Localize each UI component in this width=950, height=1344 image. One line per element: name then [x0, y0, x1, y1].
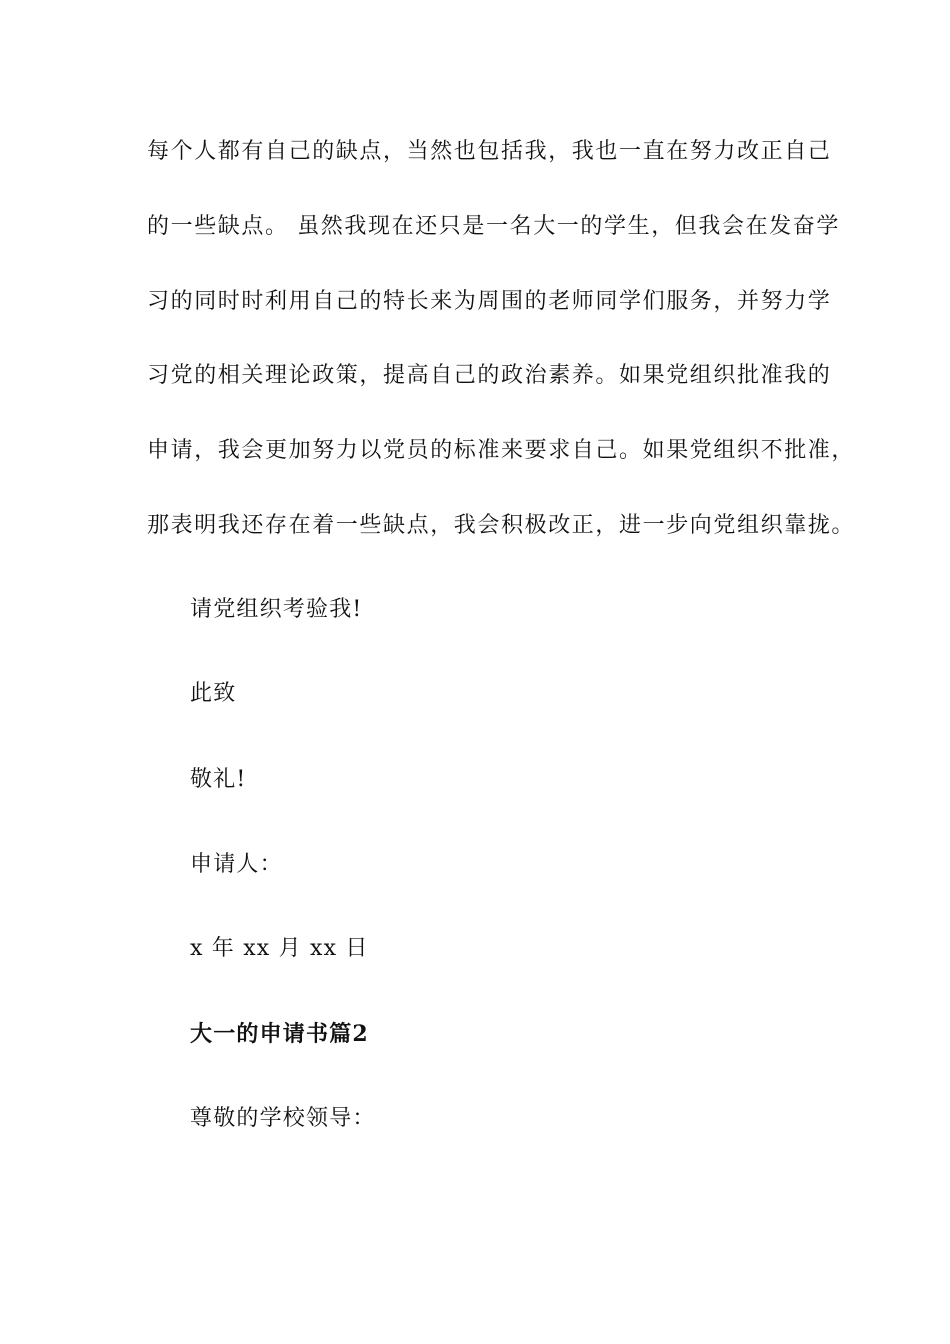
body-line-6: 那表明我还存在着一些缺点，我会积极改正，进一步向党组织靠拢。 — [147, 513, 856, 538]
section-heading: 大一的申请书篇2 — [190, 1021, 369, 1047]
closing-salutation-1: 此致 — [190, 681, 237, 706]
closing-salutation-2: 敬礼! — [190, 767, 247, 792]
date-line: x 年 xx 月 xx 日 — [190, 936, 369, 961]
body-line-3: 习的同时时利用自己的特长来为周围的老师同学们服务，并努力学 — [147, 289, 832, 314]
body-line-4: 习党的相关理论政策，提高自己的政治素养。如果党组织批准我的 — [147, 363, 832, 388]
body-line-2: 的一些缺点。 虽然我现在还只是一名大一的学生，但我会在发奋学 — [147, 214, 840, 239]
applicant-label: 申请人： — [190, 852, 283, 877]
body-line-1: 每个人都有自己的缺点，当然也包括我，我也一直在努力改正自己 — [147, 139, 832, 164]
closing-request: 请党组织考验我! — [190, 597, 363, 622]
section-greeting: 尊敬的学校领导： — [190, 1106, 376, 1131]
body-line-5: 申请，我会更加努力以党员的标准来要求自己。如果党组织不批准， — [147, 438, 856, 463]
